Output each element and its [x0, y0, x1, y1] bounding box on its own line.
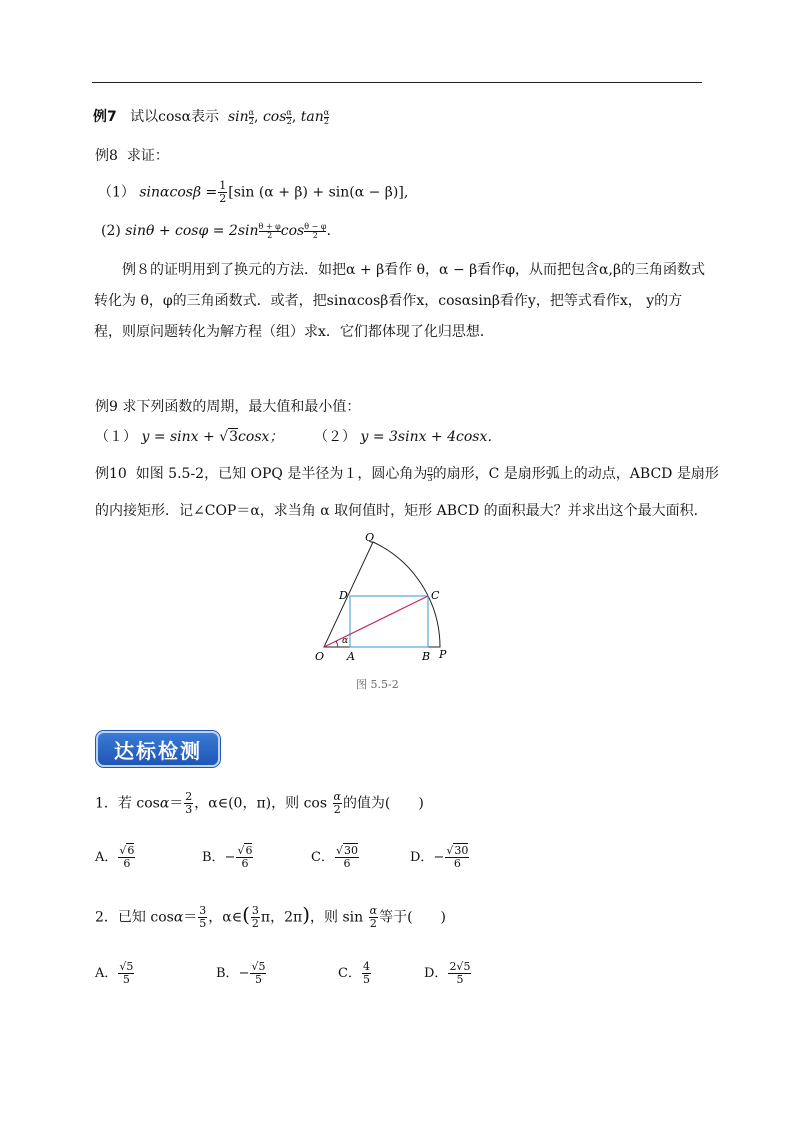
- inscribed-rectangle: [350, 596, 428, 647]
- frac-den: 2: [323, 117, 329, 127]
- angle-arc: [336, 641, 338, 647]
- label-alpha: α: [342, 636, 349, 646]
- example-7-text: 试以cosα表示: [130, 109, 220, 125]
- frac-den: 5: [362, 973, 370, 986]
- frac-den: 2: [312, 231, 318, 241]
- label-d: D: [339, 589, 348, 602]
- example-9: [95, 398, 360, 416]
- label-c: C: [431, 589, 440, 602]
- frac-num: α: [333, 790, 341, 803]
- frac-den: 5: [199, 917, 207, 930]
- function-1: y = sinx +: [141, 429, 220, 445]
- frac-num: 1: [219, 179, 227, 192]
- question-1-stem: [95, 791, 424, 816]
- function-2: y = 3sinx + 4cosx．: [360, 429, 502, 445]
- q1-option-d[interactable]: D．− $\frac{√30}{6}$: [410, 844, 469, 870]
- example-10-text-2: 的扇形，C 是扇形弧上的动点，ABCD 是扇形: [432, 466, 719, 482]
- option-sign: −: [238, 966, 250, 981]
- q2-range-mid: π，2π: [260, 909, 303, 926]
- frac-num: 4: [362, 960, 370, 973]
- q1-equals: ＝: [169, 795, 184, 812]
- option-key: B．: [216, 966, 239, 981]
- frac-num: √5: [119, 960, 134, 973]
- function-1-end: cosx；: [238, 429, 284, 445]
- option-sign: −: [433, 850, 445, 865]
- q1-option-c[interactable]: C． $\frac{√30}{6}$: [311, 844, 358, 870]
- header-rule: [92, 82, 702, 83]
- frac-den: 3: [185, 803, 193, 816]
- frac-den: 5: [456, 973, 464, 986]
- sqrt-radicand: 6: [245, 844, 253, 857]
- frac-den: 5: [122, 973, 130, 986]
- example-7-label: 例7: [93, 109, 117, 125]
- sqrt-radicand: 3: [229, 429, 239, 445]
- lhs: sinαcosβ: [139, 184, 202, 201]
- frac-num: 3: [251, 904, 259, 917]
- example-9-part-1: （１） y = sinx + √3cosx；: [95, 429, 284, 445]
- separator: ,: [291, 109, 297, 125]
- explanation-paragraph: 例８的证明用到了换元的方法．如把α + β看作 θ，α − β看作φ，从而把包含α,β的三角函数式转化为 θ，φ的三角函数式．或者，把sinαcosβ看作x，cosαsinβ看作y，把等式看作x， y的方程，则原问题转化为解方程（组）求x．它们都体现了化归思想．: [94, 262, 706, 340]
- frac-num: 2: [185, 790, 193, 803]
- label-q: Q: [365, 531, 375, 544]
- example-8-item-2: [101, 222, 331, 240]
- option-sign: −: [224, 850, 236, 865]
- frac-num: α: [248, 108, 255, 118]
- cos-term: cos: [280, 223, 305, 239]
- lhs: sinθ + cosφ: [125, 223, 209, 239]
- frac-den: 2: [219, 192, 227, 205]
- frac-den: 6: [343, 857, 351, 870]
- tan-term: tan: [300, 109, 324, 125]
- frac-num: θ + φ: [258, 222, 281, 232]
- example-8-text: 求证：: [126, 148, 169, 164]
- frac-num: π: [427, 465, 433, 475]
- label-a: A: [347, 650, 355, 663]
- example-9-text: 求下列函数的周期，最大值和最小值：: [122, 399, 361, 415]
- frac-num: θ − φ: [304, 222, 327, 232]
- option-key: B．: [202, 850, 225, 865]
- q2-option-b[interactable]: [216, 961, 267, 986]
- option-key: A．: [95, 850, 118, 865]
- item-index: （１）: [95, 429, 137, 445]
- equals: =: [205, 184, 218, 201]
- q2-option-a[interactable]: [95, 961, 135, 986]
- sqrt-radicand: 30: [343, 844, 358, 857]
- q2-equals: ＝: [183, 909, 198, 926]
- q1-alpha: α: [159, 795, 170, 812]
- q2-alpha: α: [173, 909, 184, 926]
- label-p: P: [439, 648, 447, 661]
- frac-num: 3: [199, 904, 207, 917]
- frac-num: α: [369, 904, 378, 917]
- q2-stem-end: 等于( ): [379, 909, 447, 926]
- diagonal-oc: [324, 596, 428, 647]
- frac-den: 6: [453, 857, 461, 870]
- q1-option-b[interactable]: B．− $\frac{√6}{6}$: [202, 844, 253, 870]
- frac-num: 2√5: [449, 960, 471, 973]
- item-index: （1）: [98, 184, 135, 201]
- sector-figure: [305, 530, 465, 670]
- frac-den: 2: [333, 803, 341, 816]
- frac-den: 2: [251, 917, 259, 930]
- sqrt-radicand: 30: [454, 844, 469, 857]
- frac-den: 3: [427, 474, 433, 484]
- frac-den: 6: [241, 857, 249, 870]
- option-key: C．: [338, 966, 361, 981]
- example-10-label: 例10: [95, 466, 127, 482]
- frac-den: 2: [267, 231, 273, 241]
- cos-term: cos: [262, 109, 287, 125]
- frac-num: √5: [251, 960, 266, 973]
- q2-option-c[interactable]: [338, 961, 372, 986]
- option-key: A．: [95, 966, 118, 981]
- q2-range-end: ，则 sin: [310, 909, 368, 926]
- q2-range-start: ，α∈: [208, 909, 243, 926]
- period: .: [326, 223, 331, 239]
- q1-range: ，α∈(0，π)，则 cos: [194, 795, 332, 812]
- section-badge: 达标检测: [96, 731, 220, 767]
- frac-den: 2: [248, 117, 254, 127]
- sin-term: sin: [227, 109, 249, 125]
- option-key: C．: [311, 850, 334, 865]
- separator: ,: [254, 109, 259, 125]
- rhs: [sin (α + β) + sin(α − β)],: [228, 184, 409, 201]
- frac-den: 2: [286, 117, 292, 127]
- example-10-text-1: 如图 5.5-2，已知 OPQ 是半径为１，圆心角为: [135, 466, 428, 482]
- frac-den: 2: [369, 917, 377, 930]
- question-2-stem: 2．已知 cosα＝ $\frac{3}{5}$ ，α∈( $\frac{3}{2}$ π，2π)，则 sin $\frac{\alpha}{2}$ 等于( ): [95, 902, 447, 930]
- example-10-line-1: [95, 465, 719, 483]
- q2-stem-start: 2．已知 cos: [95, 909, 174, 926]
- sqrt-radicand: 6: [127, 844, 135, 857]
- example-10-line-2: 的内接矩形．记∠COP＝α，求当角 α 取何值时，矩形 ABCD 的面积最大？并求出这个最大面积．: [95, 503, 708, 519]
- option-key: D．: [424, 966, 448, 981]
- frac-den: 6: [123, 857, 131, 870]
- example-8-label: 例8: [95, 148, 118, 164]
- figure-caption: 图 5.5-2: [356, 678, 399, 691]
- q1-stem-start: 1．若 cos: [95, 795, 160, 812]
- frac-num: α: [286, 108, 292, 118]
- example-8: [95, 147, 169, 165]
- q1-option-a[interactable]: A． $\frac{√6}{6}$: [95, 844, 135, 870]
- item-index: (2): [101, 223, 121, 239]
- item-index: （２）: [314, 429, 356, 445]
- label-b: B: [422, 650, 431, 663]
- option-key: D．: [410, 850, 434, 865]
- equals-sin: = 2sin: [212, 223, 259, 239]
- example-8-item-1: [98, 180, 408, 205]
- example-7: [93, 108, 329, 126]
- example-9-part-2: [314, 428, 501, 446]
- example-9-label: 例9: [95, 399, 118, 415]
- frac-num: α: [323, 108, 330, 118]
- frac-den: 5: [254, 973, 262, 986]
- label-o: O: [315, 650, 325, 663]
- q2-option-d[interactable]: [424, 961, 472, 986]
- q1-stem-end: 的值为( ): [342, 795, 424, 812]
